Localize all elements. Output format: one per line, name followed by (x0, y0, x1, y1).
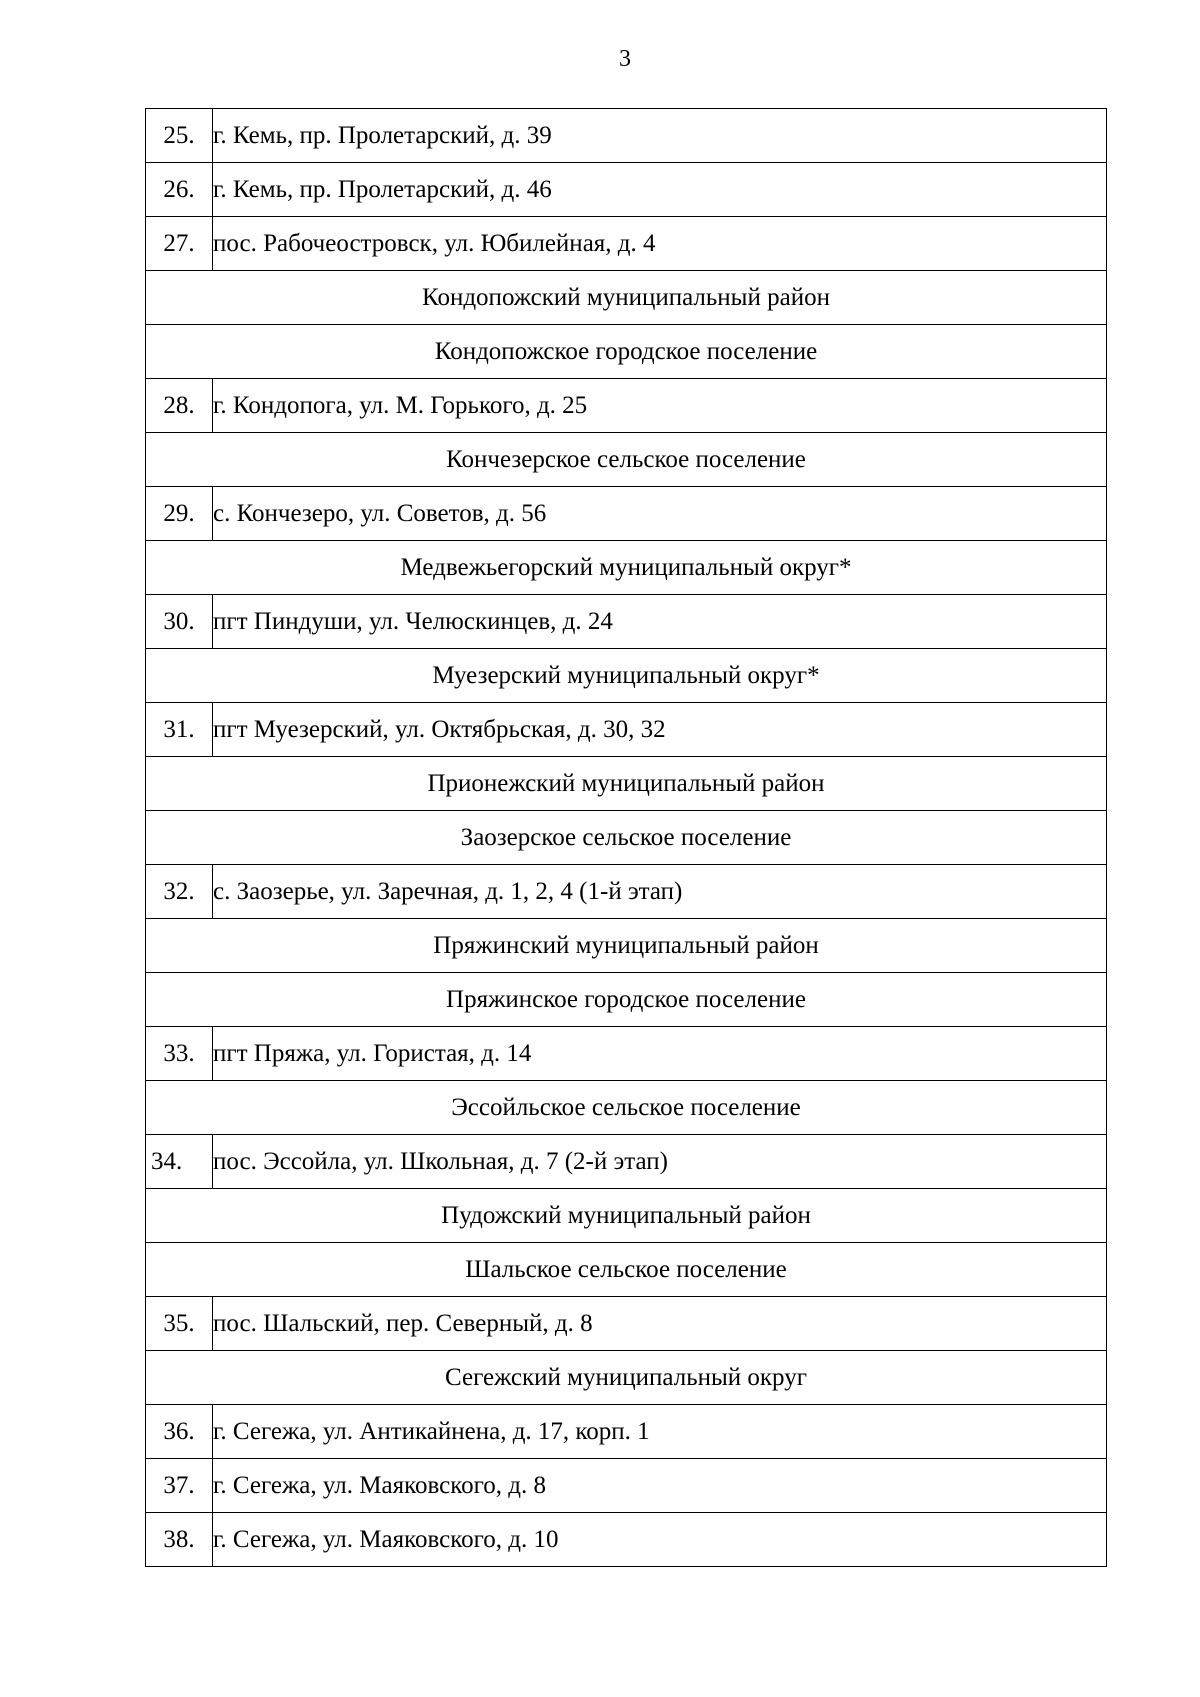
table-row (146, 379, 1107, 433)
table-row (146, 163, 1107, 217)
section-header-row (146, 325, 1107, 379)
row-number: 38. (146, 1513, 213, 1567)
address-cell: г. Кемь, пр. Пролетарский, д. 39 (213, 109, 1107, 163)
section-header-row (146, 649, 1107, 703)
section-header-row (146, 541, 1107, 595)
address-cell: с. Заозерье, ул. Заречная, д. 1, 2, 4 (1-й этап) (213, 865, 1107, 919)
address-cell: г. Сегежа, ул. Антикайнена, д. 17, корп. 1 (213, 1405, 1107, 1459)
address-cell: г. Сегежа, ул. Маяковского, д. 10 (213, 1513, 1107, 1567)
address-cell: г. Сегежа, ул. Маяковского, д. 8 (213, 1459, 1107, 1513)
address-cell: пос. Эссойла, ул. Школьная, д. 7 (2-й этап) (213, 1135, 1107, 1189)
section-header: Кондопожский муниципальный район (146, 271, 1107, 325)
section-header: Прионежский муниципальный район (146, 757, 1107, 811)
table-row (146, 865, 1107, 919)
table-row (146, 1459, 1107, 1513)
table-row (146, 217, 1107, 271)
row-number: 30. (146, 595, 213, 649)
address-cell: пгт Пиндуши, ул. Челюскинцев, д. 24 (213, 595, 1107, 649)
section-header-row (146, 757, 1107, 811)
row-number: 25. (146, 109, 213, 163)
address-cell: г. Кондопога, ул. М. Горького, д. 25 (213, 379, 1107, 433)
section-header-row (146, 433, 1107, 487)
address-table (145, 108, 1107, 1567)
row-number: 37. (146, 1459, 213, 1513)
section-header-row (146, 1189, 1107, 1243)
section-header-row (146, 973, 1107, 1027)
address-cell: пгт Муезерский, ул. Октябрьская, д. 30, 32 (213, 703, 1107, 757)
section-header: Заозерское сельское поселение (146, 811, 1107, 865)
address-cell: пгт Пряжа, ул. Гористая, д. 14 (213, 1027, 1107, 1081)
section-header-row (146, 271, 1107, 325)
row-number: 35. (146, 1297, 213, 1351)
section-header: Медвежьегорский муниципальный округ* (146, 541, 1107, 595)
address-cell: г. Кемь, пр. Пролетарский, д. 46 (213, 163, 1107, 217)
address-cell: с. Кончезеро, ул. Советов, д. 56 (213, 487, 1107, 541)
row-number: 33. (146, 1027, 213, 1081)
address-table-body (146, 109, 1107, 1567)
section-header: Муезерский муниципальный округ* (146, 649, 1107, 703)
table-row (146, 1135, 1107, 1189)
row-number: 34. (146, 1135, 213, 1189)
table-row (146, 1513, 1107, 1567)
address-cell: пос. Рабочеостровск, ул. Юбилейная, д. 4 (213, 217, 1107, 271)
table-row (146, 1027, 1107, 1081)
section-header: Эссойльское сельское поселение (146, 1081, 1107, 1135)
row-number: 28. (146, 379, 213, 433)
section-header-row (146, 919, 1107, 973)
section-header: Пряжинский муниципальный район (146, 919, 1107, 973)
address-cell: пос. Шальский, пер. Северный, д. 8 (213, 1297, 1107, 1351)
row-number: 32. (146, 865, 213, 919)
row-number: 27. (146, 217, 213, 271)
section-header: Пудожский муниципальный район (146, 1189, 1107, 1243)
row-number: 26. (146, 163, 213, 217)
table-row (146, 1405, 1107, 1459)
table-row (146, 487, 1107, 541)
section-header-row (146, 1243, 1107, 1297)
row-number: 29. (146, 487, 213, 541)
table-row (146, 595, 1107, 649)
table-row (146, 703, 1107, 757)
page-number: 3 (619, 46, 631, 72)
section-header-row (146, 1081, 1107, 1135)
section-header: Шальское сельское поселение (146, 1243, 1107, 1297)
table-row (146, 1297, 1107, 1351)
section-header: Кондопожское городское поселение (146, 325, 1107, 379)
row-number: 36. (146, 1405, 213, 1459)
section-header: Кончезерское сельское поселение (146, 433, 1107, 487)
section-header-row (146, 811, 1107, 865)
section-header-row (146, 1351, 1107, 1405)
table-row (146, 109, 1107, 163)
row-number: 31. (146, 703, 213, 757)
section-header: Пряжинское городское поселение (146, 973, 1107, 1027)
section-header: Сегежский муниципальный округ (146, 1351, 1107, 1405)
